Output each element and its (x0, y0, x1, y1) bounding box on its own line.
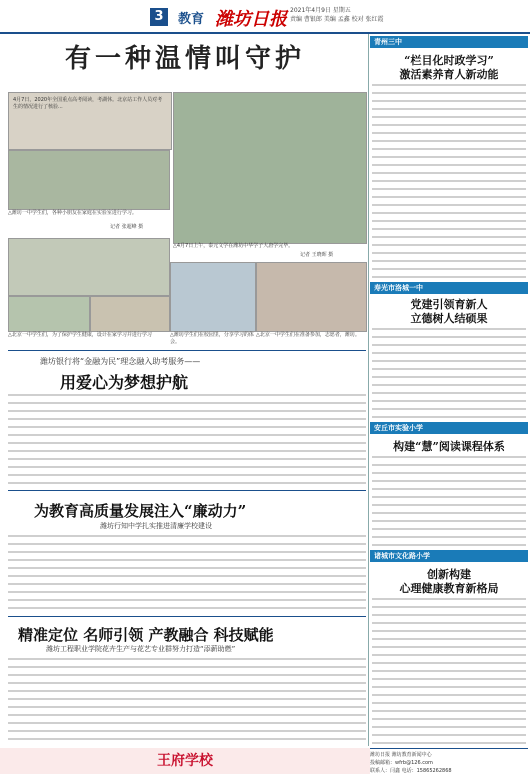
caption-bottom-1: △北京一中学生们，为了保护学生健康，设计在家学习并进行学习 (8, 332, 152, 338)
side-title-1b: 激活素养育人新动能 (399, 68, 499, 81)
photo-small-2 (90, 296, 170, 332)
side-title-4b: 心理健康教育新格局 (399, 582, 499, 595)
photo-students (8, 150, 170, 210)
side-title-1a: “栏目化时政学习” (404, 54, 494, 67)
caption-top: 4月7日，2020年全国重点高考阅读，考湖休。北京站工作人员对考生的情况进行了核验... (13, 97, 163, 110)
footer-email: 投稿邮箱：wfrb@126.com (370, 760, 433, 766)
side-band-1: 青州三中 (370, 36, 528, 48)
section-name: 教育 (178, 12, 205, 27)
page-number: 3 (150, 8, 168, 26)
side-title-3: 构建“慧”阅读课程体系 (393, 440, 505, 453)
bank-kicker: 潍坊银行将“金融为民”理念融入助考服务—— (40, 357, 201, 366)
footer-dept: 潍坊日报 潍坊教育新闻中心 (370, 752, 432, 758)
header-date: 2021年4月9日 星期五 (290, 7, 351, 14)
divider-3 (8, 616, 366, 617)
photo-top-left (8, 92, 172, 150)
jingzhun-headline: 精准定位 名师引领 产教融合 科技赋能 (18, 626, 274, 644)
lian-body (8, 533, 366, 613)
caption-right: △4月7日上午，泰元文学在潍坊中华学子大唐学完毕。 (173, 243, 294, 249)
jingzhun-body (8, 656, 366, 744)
side-title-4a: 创新构建 (427, 568, 471, 581)
bank-body (8, 392, 366, 486)
side-body-2 (372, 326, 526, 418)
caption-left: △潍坊一中学生们，各种小朋友在家庭在实验室进行学习。 (8, 210, 137, 216)
lian-subtitle: 潍坊行知中学扎实推进清廉学校建设 (100, 522, 212, 530)
caption-bottom-2: △潍坊学生们在校园里，分享学习的体会。 (170, 332, 254, 345)
column-divider (368, 34, 369, 746)
header-editors: 责编 曹银郎 美编 孟鑫 校对 张红霞 (290, 16, 384, 23)
side-body-4 (372, 596, 526, 744)
page-header (0, 0, 530, 34)
footer-contact: 联系人：闫鑫 电话：15865262868 (370, 768, 452, 774)
photo-exam-gate (173, 92, 367, 244)
photo-campus (256, 262, 367, 332)
photo-credit-right: 记者 王晓晖 摄 (300, 252, 334, 258)
divider-1 (8, 350, 366, 351)
divider-2 (8, 490, 366, 491)
page-footer (370, 748, 528, 775)
lead-headline: 有一种温情叫守护 (64, 44, 305, 74)
bank-headline: 用爱心为梦想护航 (60, 373, 189, 392)
photo-lab (8, 238, 170, 296)
header-meta (290, 6, 384, 24)
side-body-1 (372, 82, 526, 278)
jingzhun-subtitle: 潍坊工程职业学院花卉生产与花艺专业群努力打造“添薪助燃” (46, 645, 236, 653)
caption-bottom-3: △北京一中学生们在准备参加，志愿者，潍坊。 (256, 332, 360, 338)
photo-small-1 (8, 296, 90, 332)
side-title-2b: 立德树人结硕果 (410, 312, 488, 325)
side-band-4: 诸城市文化路小学 (370, 550, 528, 562)
photo-credit-left: 记者 张超峰 摄 (110, 224, 144, 230)
photo-volunteers (170, 262, 256, 332)
side-band-3: 安丘市实验小学 (370, 422, 528, 434)
lian-headline: 为教育高质量发展注入“廉动力” (34, 502, 247, 520)
school-ad-banner: 王府学校 (0, 748, 370, 774)
side-band-2: 寿光市洛城一中 (370, 282, 528, 294)
newspaper-logo: 潍坊日报 (215, 9, 287, 30)
side-body-3 (372, 454, 526, 546)
side-title-2a: 党建引领育新人 (410, 298, 488, 311)
